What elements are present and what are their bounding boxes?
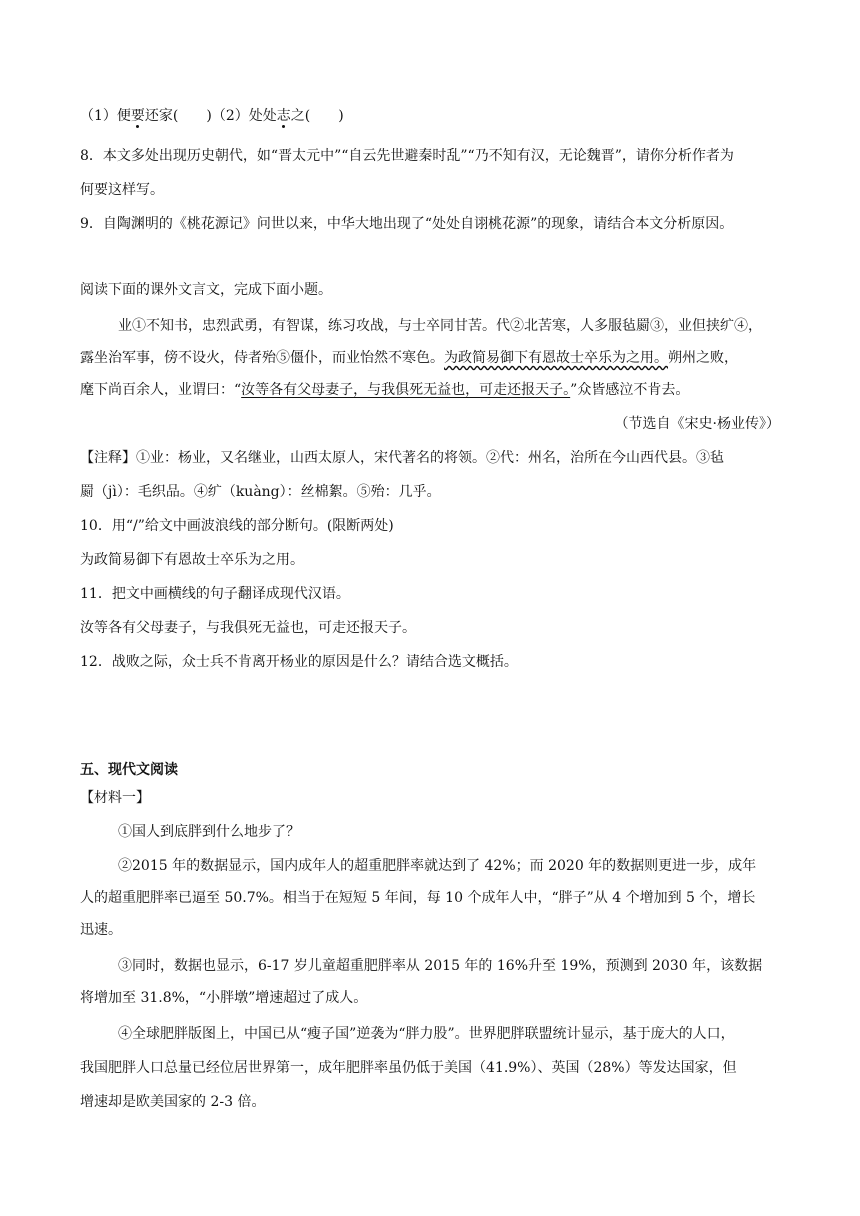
paragraph-line: 将增加至 31.8%，“小胖墩”增速超过了成人。 <box>80 990 368 1006</box>
wavy-underlined-sentence: 为政简易御下有恩故士卒乐为之用。 <box>444 350 668 366</box>
underlined-sentence: 汝等各有父母妻子，与我俱死无益也，可走还报天子。 <box>241 382 571 398</box>
paragraph-line: 迅速。 <box>80 922 122 938</box>
annotation-line: 【注释】①业：杨业，又名继业，山西太原人，宋代著名的将领。②代：州名，治所在今山西代县。③毡 <box>80 450 724 466</box>
paragraph-line: ②2015 年的数据显示，国内成年人的超重肥胖率就达到了 42%；而 2020 年的数据则更进一步，成年 <box>118 858 757 874</box>
paragraph-line: ①国人到底胖到什么地步了？ <box>118 824 300 840</box>
emphasis-dot-char: 要 <box>130 108 145 124</box>
annotation-line: 罽（jì）：毛织品。④纩（kuàng）：丝棉絮。⑤殆：几乎。 <box>80 484 441 500</box>
question-10: 10．用“/”给文中画波浪线的部分断句。(限断两处) <box>80 518 394 534</box>
paragraph-line: ③同时，数据也显示，6-17 岁儿童超重肥胖率从 2015 年的 16%升至 19%，预测到 2030 年，该数据 <box>118 958 763 974</box>
paragraph-line: 增速却是欧美国家的 2-3 倍。 <box>80 1094 266 1110</box>
material-label: 【材料一】 <box>80 790 150 806</box>
question-8-line: 何要这样写。 <box>80 182 164 198</box>
question-11-text: 汝等各有父母妻子，与我俱死无益也，可走还报天子。 <box>80 620 416 636</box>
question-7-blanks: （1）便要还家( )（2）处处志之( ) <box>80 108 344 124</box>
section-heading: 五、现代文阅读 <box>80 762 178 778</box>
question-10-text: 为政简易御下有恩故士卒乐为之用。 <box>80 552 304 568</box>
emphasis-dot-char: 志 <box>276 108 291 124</box>
paragraph-line: 人的超重肥胖率已逼至 50.7%。相当于在短短 5 年间，每 10 个成年人中，“胖子”从 4 个增加到 5 个，增长 <box>80 890 756 906</box>
question-12: 12．战败之际，众士兵不肯离开杨业的原因是什么？请结合选文概括。 <box>80 654 518 670</box>
classical-text-line: 业①不知书，忠烈武勇，有智谋，练习攻战，与士卒同甘苦。代②北苦寒，人多服毡罽③，业但挟纩④， <box>118 318 762 334</box>
question-8-line: 8．本文多处出现历史朝代，如“晋太元中”“自云先世避秦时乱”“乃不知有汉，无论魏晋”，请你分析作者为 <box>80 148 734 164</box>
paragraph-line: 我国肥胖人口总量已经位居世界第一，成年肥胖率虽仍低于美国（41.9%）、英国（28%）等发达国家，但 <box>80 1060 737 1076</box>
question-11: 11．把文中画横线的句子翻译成现代汉语。 <box>80 586 350 602</box>
classical-text-line: 露坐治军事，傍不设火，侍者殆⑤僵仆，而业怡然不寒色。为政简易御下有恩故士卒乐为之用。朔州之败， <box>80 350 738 366</box>
reading-instruction: 阅读下面的课外文言文，完成下面小题。 <box>80 282 332 298</box>
paragraph-line: ④全球肥胖版图上，中国已从“瘦子国”逆袭为“胖力股”。世界肥胖联盟统计显示，基于庞大的人口， <box>118 1026 735 1042</box>
source-citation: （节选自《宋史·杨业传》） <box>614 416 780 432</box>
question-9: 9．自陶渊明的《桃花源记》问世以来，中华大地出现了“处处自诩桃花源”的现象，请结合本文分析原因。 <box>80 216 734 232</box>
classical-text-line: 麾下尚百余人，业谓曰：“汝等各有父母妻子，与我俱死无益也，可走还报天子。”众皆感泣不肯去。 <box>80 382 690 398</box>
